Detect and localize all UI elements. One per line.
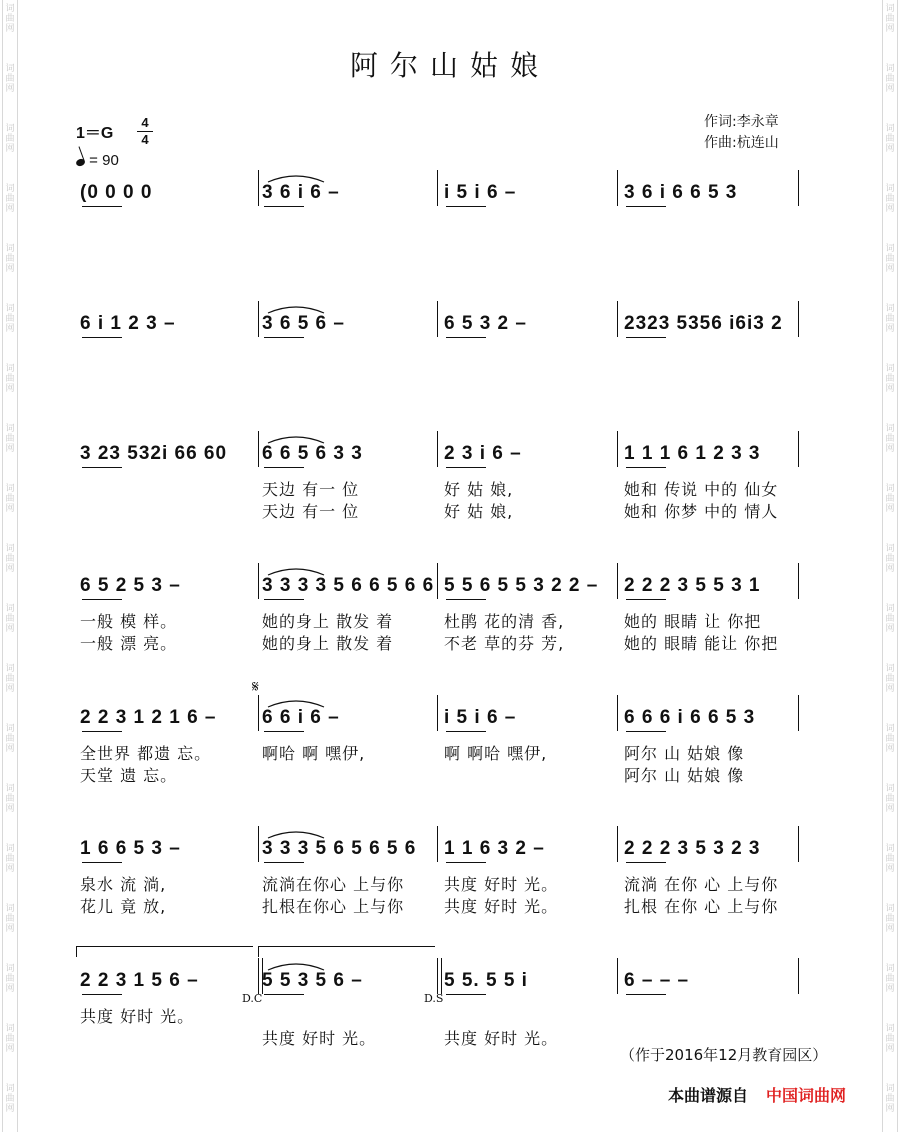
beat-underline [264,862,304,863]
measure: 2 3 i 6 – [444,443,522,464]
barline [258,563,259,599]
watermark-stamp: 词 曲 网 [5,724,15,754]
watermark-stamp: 词 曲 网 [885,784,895,814]
beat-underline [82,862,122,863]
barline [798,431,799,467]
measure: 1 1 1 6 1 2 3 3 [624,443,761,464]
barline [798,563,799,599]
watermark-stamp: 词 曲 网 [885,1084,895,1114]
measure: 2323 5356 i6i3 2 [624,313,783,334]
source-label: 本曲谱源自 [668,1086,749,1105]
beat-underline [82,731,122,732]
beat-underline [626,731,666,732]
watermark-stamp: 词 曲 网 [5,1024,15,1054]
lyric-line-2: 阿尔 山 姑娘 像 [624,766,745,785]
beat-underline [264,731,304,732]
barline [258,170,259,206]
lyric-line-1: 共度 好时 光。 [444,875,559,894]
beat-underline [626,337,666,338]
measure: 3 3 3 5 6 5 6 5 6 [262,838,417,859]
slur [266,565,326,577]
tempo-value: = 90 [89,152,119,169]
measure: 6 6 6 i 6 6 5 3 [624,707,756,728]
beat-underline [626,599,666,600]
barline [798,170,799,206]
measure: 1 1 6 3 2 – [444,838,545,859]
measure: 2 2 2 3 5 5 3 1 [624,575,761,596]
lyric-line-2: 共度 好时 光。 [444,1029,559,1048]
barline [437,695,438,731]
staff-system [0,443,900,563]
first-ending-bracket [76,946,253,957]
slur [266,172,326,184]
lyric-line-2: 她的身上 散发 着 [262,634,394,653]
watermark-stamp: 词 曲 网 [885,304,895,334]
barline [617,958,618,994]
lyric-line-1: 全世界 都遗 忘。 [80,744,212,763]
barline [437,563,438,599]
source-credit [668,1083,846,1106]
beat-underline [264,467,304,468]
measure: 2 2 3 1 2 1 6 – [80,707,217,728]
lyric-line-1: 阿尔 山 姑娘 像 [624,744,745,763]
lyric-line-2: 花儿 竟 放, [80,897,167,916]
lyric-line-2: 一般 漂 亮。 [80,634,178,653]
watermark-stamp: 词 曲 网 [885,244,895,274]
lyric-line-2: 天堂 遗 忘。 [80,766,178,785]
lyric-line-2: 她和 你梦 中的 情人 [624,502,779,521]
measure: 3 6 i 6 – [262,182,340,203]
watermark-stamp: 词 曲 网 [5,124,15,154]
measure: 1 6 6 5 3 – [80,838,181,859]
measure: 3 23 532i 66 60 [80,443,228,464]
slur [266,303,326,315]
slur [266,960,326,972]
source-site[interactable]: 中国词曲网 [766,1086,847,1105]
barline [798,958,799,994]
lyric-line-1: 杜鹃 花的清 香, [444,612,565,631]
time-numerator: 4 [141,115,149,130]
beat-underline [264,206,304,207]
barline [437,431,438,467]
barline [798,695,799,731]
barline [437,170,438,206]
watermark-stamp: 词 曲 网 [885,4,895,34]
lyric-line-2: 好 姑 娘, [444,502,514,521]
lyric-line-1: 她的 眼睛 让 你把 [624,612,762,631]
watermark-stamp: 词 曲 网 [5,844,15,874]
measure: 6 – – – [624,970,690,991]
lyric-line-1: 啊哈 啊 嘿伊, [262,744,366,763]
watermark-stamp: 词 曲 网 [5,424,15,454]
beat-underline [626,206,666,207]
beat-underline [446,337,486,338]
beat-underline [446,862,486,863]
watermark-strip-left [2,0,18,1132]
watermark-stamp: 词 曲 网 [5,304,15,334]
slur [266,697,326,709]
composer: 作曲:杭连山 [704,135,779,151]
barline [258,826,259,862]
watermark-stamp: 词 曲 网 [885,664,895,694]
watermark-stamp: 词 曲 网 [885,544,895,574]
watermark-stamp: 词 曲 网 [885,424,895,454]
watermark-stamp: 词 曲 网 [885,184,895,214]
measure: 6 5 3 2 – [444,313,527,334]
beat-underline [82,599,122,600]
measure: 5 5 6 5 5 3 2 2 – [444,575,599,596]
measure: 5 5 3 5 6 – [262,970,363,991]
watermark-stamp: 词 曲 网 [885,484,895,514]
measure: 6 6 5 6 3 3 [262,443,363,464]
watermark-stamp: 词 曲 网 [885,724,895,754]
barline [798,301,799,337]
measure: 6 6 i 6 – [262,707,340,728]
beat-underline [446,994,486,995]
beat-underline [446,467,486,468]
lyric-line-1: 她和 传说 中的 仙女 [624,480,779,499]
watermark-stamp: 词 曲 网 [885,604,895,634]
beat-underline [626,467,666,468]
barline [437,826,438,862]
beat-underline [264,599,304,600]
watermark-stamp: 词 曲 网 [885,364,895,394]
tempo-marking [76,152,119,169]
watermark-stamp: 词 曲 网 [885,844,895,874]
measure: 3 6 5 6 – [262,313,345,334]
watermark-stamp: 词 曲 网 [5,664,15,694]
watermark-strip-right [882,0,898,1132]
staff-system [0,970,900,1090]
lyric-line-2: 共度 好时 光。 [444,897,559,916]
key-signature: 1＝G [76,125,114,142]
watermark-stamp: 词 曲 网 [5,1084,15,1114]
measure: (0 0 0 0 [80,182,153,203]
beat-underline [264,337,304,338]
song-title: 阿尔山姑娘 [349,49,550,82]
lyric-line-1: 一般 模 样。 [80,612,178,631]
watermark-stamp: 词 曲 网 [885,904,895,934]
barline [798,826,799,862]
barline [258,695,259,731]
lyric-line-2: 天边 有一 位 [262,502,360,521]
watermark-stamp: 词 曲 网 [5,964,15,994]
barline [617,431,618,467]
barline [437,301,438,337]
second-ending-bracket [258,946,435,957]
lyric-line-1: 天边 有一 位 [262,480,360,499]
staff-system [0,575,900,695]
watermark-stamp: 词 曲 网 [5,364,15,394]
dal-segno-mark: D.S [424,992,444,1005]
lyric-line-2: 她的 眼睛 能让 你把 [624,634,779,653]
lyric-line-1: 她的身上 散发 着 [262,612,394,631]
staff-system [0,838,900,958]
measure: 2 2 3 1 5 6 – [80,970,199,991]
measure: 2 2 2 3 5 3 2 3 [624,838,761,859]
watermark-stamp: 词 曲 网 [5,784,15,814]
measure: 3 3 3 3 5 6 6 5 6 6 [262,575,435,596]
measure: i 5 i 6 – [444,707,517,728]
barline [617,695,618,731]
beat-underline [264,994,304,995]
watermark-stamp: 词 曲 网 [5,604,15,634]
credits [704,112,779,154]
barline [617,826,618,862]
beat-underline [82,337,122,338]
lyric-line-1: 好 姑 娘, [444,480,514,499]
watermark-stamp: 词 曲 网 [885,64,895,94]
staff-system [0,313,900,433]
barline [258,958,263,994]
beat-underline [446,206,486,207]
segno-icon: 𝄋 [252,677,259,696]
composition-note: （作于2016年12月教育园区） [620,1046,828,1064]
lyric-line-1: 流淌 在你 心 上与你 [624,875,779,894]
beat-underline [626,862,666,863]
watermark-stamp: 词 曲 网 [5,184,15,214]
measure: 6 i 1 2 3 – [80,313,176,334]
beat-underline [82,467,122,468]
lyricist: 作词:李永章 [704,114,779,130]
beat-underline [446,599,486,600]
beat-underline [446,731,486,732]
watermark-stamp: 词 曲 网 [5,544,15,574]
barline [617,563,618,599]
lyric-line-2: 共度 好时 光。 [262,1029,377,1048]
watermark-stamp: 词 曲 网 [5,484,15,514]
lyric-line-1: 泉水 流 淌, [80,875,167,894]
time-signature [137,116,153,147]
slur [266,828,326,840]
measure: i 5 i 6 – [444,182,517,203]
watermark-stamp: 词 曲 网 [5,4,15,34]
barline [258,431,259,467]
lyric-line-2: 扎根 在你 心 上与你 [624,897,779,916]
measure: 6 5 2 5 3 – [80,575,181,596]
staff-system [0,182,900,302]
watermark-stamp: 词 曲 网 [5,904,15,934]
measure: 5 5. 5 5 i [444,970,528,991]
beat-underline [626,994,666,995]
barline [617,301,618,337]
beat-underline [82,206,122,207]
time-denominator: 4 [141,132,149,147]
watermark-stamp: 词 曲 网 [5,64,15,94]
watermark-stamp: 词 曲 网 [5,244,15,274]
da-capo-mark: D.C [242,992,263,1005]
barline [437,958,442,994]
quarter-note-icon [75,158,86,168]
slur [266,433,326,445]
watermark-stamp: 词 曲 网 [885,964,895,994]
beat-underline [82,994,122,995]
watermark-stamp: 词 曲 网 [885,124,895,154]
lyric-line-2: 不老 草的芬 芳, [444,634,565,653]
measure: 3 6 i 6 6 5 3 [624,182,738,203]
barline [617,170,618,206]
lyric-line-1: 流淌在你心 上与你 [262,875,405,894]
barline [258,301,259,337]
watermark-stamp: 词 曲 网 [885,1024,895,1054]
lyric-line-2: 扎根在你心 上与你 [262,897,405,916]
lyric-line-1: 啊 啊哈 嘿伊, [444,744,548,763]
lyric-line-1: 共度 好时 光。 [80,1007,195,1026]
